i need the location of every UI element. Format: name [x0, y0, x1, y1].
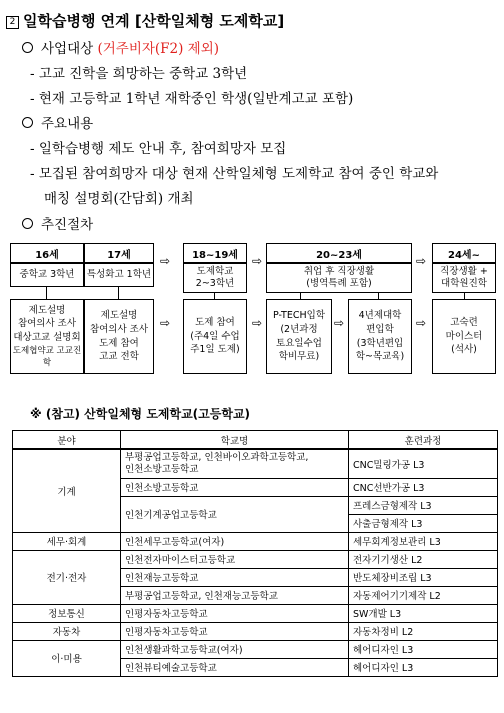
target-note: (거주비자(F2) 제외)	[97, 41, 220, 57]
steps-18-19: 도제 참여 (주4일 수업 주1일 도제)	[183, 299, 247, 374]
school-cell: 인천뷰티예술고등학교	[121, 658, 349, 676]
age-17: 17세	[84, 243, 154, 263]
age-24: 24세~	[432, 243, 496, 263]
table-row	[13, 532, 498, 550]
school-cell: 인천생활과학고등학교(여자)	[121, 640, 349, 658]
course-cell: 프레스금형제작 L3	[349, 496, 498, 514]
circle-bullet-icon	[22, 117, 33, 128]
table-header-row	[13, 431, 498, 450]
stage-16: 중학교 3학년	[10, 263, 84, 287]
target-line	[22, 37, 219, 57]
course-cell: 반도체장비조립 L3	[349, 568, 498, 586]
table-row	[13, 604, 498, 622]
school-cell: 인평자동차고등학교	[121, 604, 349, 622]
course-cell: 전자기기생산 L2	[349, 550, 498, 568]
reference-title: ※ (참고) 산학일체형 도제학교(고등학교)	[30, 407, 251, 421]
school-cell: 인천전자마이스터고등학교	[121, 550, 349, 568]
circle-bullet-icon	[22, 218, 33, 229]
arrow-right-icon: ⇨	[160, 254, 171, 268]
table-row	[13, 640, 498, 658]
procedure-label: 추진절차	[41, 217, 94, 233]
course-cell: SW개발 L3	[349, 604, 498, 622]
course-cell: 헤어디자인 L3	[349, 640, 498, 658]
age-20-23: 20~23세	[266, 243, 412, 263]
arrow-right-icon: ⇨	[252, 254, 263, 268]
stage-20-23: 취업 후 직장생활 (병역특례 포함)	[266, 263, 412, 293]
steps-20-23-ptech: P-TECH입학 (2년과정 토요일수업 학비무료)	[266, 299, 332, 374]
course-cell: CNC밀링가공 L3	[349, 449, 498, 478]
school-cell: 부평공업고등학교, 인천바이오과학고등학교, 인천소방고등학교	[121, 449, 349, 478]
content-item-continued: 매칭 설명회(간담회) 개최	[44, 191, 194, 207]
steps-17: 제도설명 참여의사 조사 도제 참여 고교 전학	[84, 299, 154, 374]
table-row	[13, 622, 498, 640]
target-item: - 고교 진학을 희망하는 중학교 3학년	[30, 66, 248, 82]
content-item: - 모집된 참여희망자 대상 현재 산학일체형 도제학교 참여 중인 학교와	[30, 166, 439, 182]
steps-24: 고숙련 마이스터 (석사)	[432, 299, 496, 374]
school-cell: 인천재능고등학교	[121, 568, 349, 586]
stage-24: 직장생활 + 대학원진학	[432, 263, 496, 293]
content-line	[22, 112, 93, 132]
course-cell: 자동차정비 L2	[349, 622, 498, 640]
field-cell: 전기·전자	[13, 550, 121, 604]
stage-17: 특성화고 1학년	[84, 263, 154, 287]
course-cell: 세무회계정보관리 L3	[349, 532, 498, 550]
section-title: 일학습병행 연계 [산학일체형 도제학교]	[23, 12, 285, 30]
school-cell: 인천기계공업고등학교	[121, 496, 349, 532]
field-cell: 자동차	[13, 622, 121, 640]
header-course: 훈련과정	[349, 431, 498, 450]
steps-16: 제도설명 참여의사 조사 대상고교 설명회 도제협약교 고교진학	[10, 299, 84, 374]
school-cell: 인천소방고등학교	[121, 478, 349, 496]
field-cell: 이·미용	[13, 640, 121, 676]
table-row	[13, 550, 498, 568]
arrow-right-icon: ⇨	[252, 316, 263, 330]
field-cell: 정보통신	[13, 604, 121, 622]
school-cell: 인천세무고등학교(여자)	[121, 532, 349, 550]
table-row	[13, 449, 498, 478]
school-cell: 부평공업고등학교, 인천재능고등학교	[121, 586, 349, 604]
content-item: - 일학습병행 제도 안내 후, 참여희망자 모집	[30, 141, 287, 157]
course-cell: 사출금형제작 L3	[349, 514, 498, 532]
section-number: 2	[6, 16, 19, 29]
field-cell: 기계	[13, 449, 121, 532]
arrow-right-icon: ⇨	[334, 316, 345, 330]
arrow-right-icon: ⇨	[416, 254, 427, 268]
field-cell: 세무·회계	[13, 532, 121, 550]
section-heading	[6, 10, 284, 31]
arrow-right-icon: ⇨	[416, 316, 427, 330]
reference-table	[12, 430, 498, 677]
content-label: 주요내용	[41, 116, 94, 132]
school-cell: 인평자동차고등학교	[121, 622, 349, 640]
header-field: 분야	[13, 431, 121, 450]
course-cell: CNC선반가공 L3	[349, 478, 498, 496]
age-18-19: 18~19세	[183, 243, 247, 263]
target-label: 사업대상	[41, 41, 94, 57]
age-16: 16세	[10, 243, 84, 263]
stage-18-19: 도제학교 2~3학년	[183, 263, 247, 293]
course-cell: 헤어디자인 L3	[349, 658, 498, 676]
target-item: - 현재 고등학교 1학년 재학중인 학생(일반계고교 포함)	[30, 91, 354, 107]
procedure-line	[22, 213, 93, 233]
steps-20-23-university: 4년제대학 편입학 (3학년편입 학~목교육)	[348, 299, 412, 374]
arrow-right-icon: ⇨	[160, 316, 171, 330]
course-cell: 자동제어기기제작 L2	[349, 586, 498, 604]
circle-bullet-icon	[22, 42, 33, 53]
header-school: 학교명	[121, 431, 349, 450]
